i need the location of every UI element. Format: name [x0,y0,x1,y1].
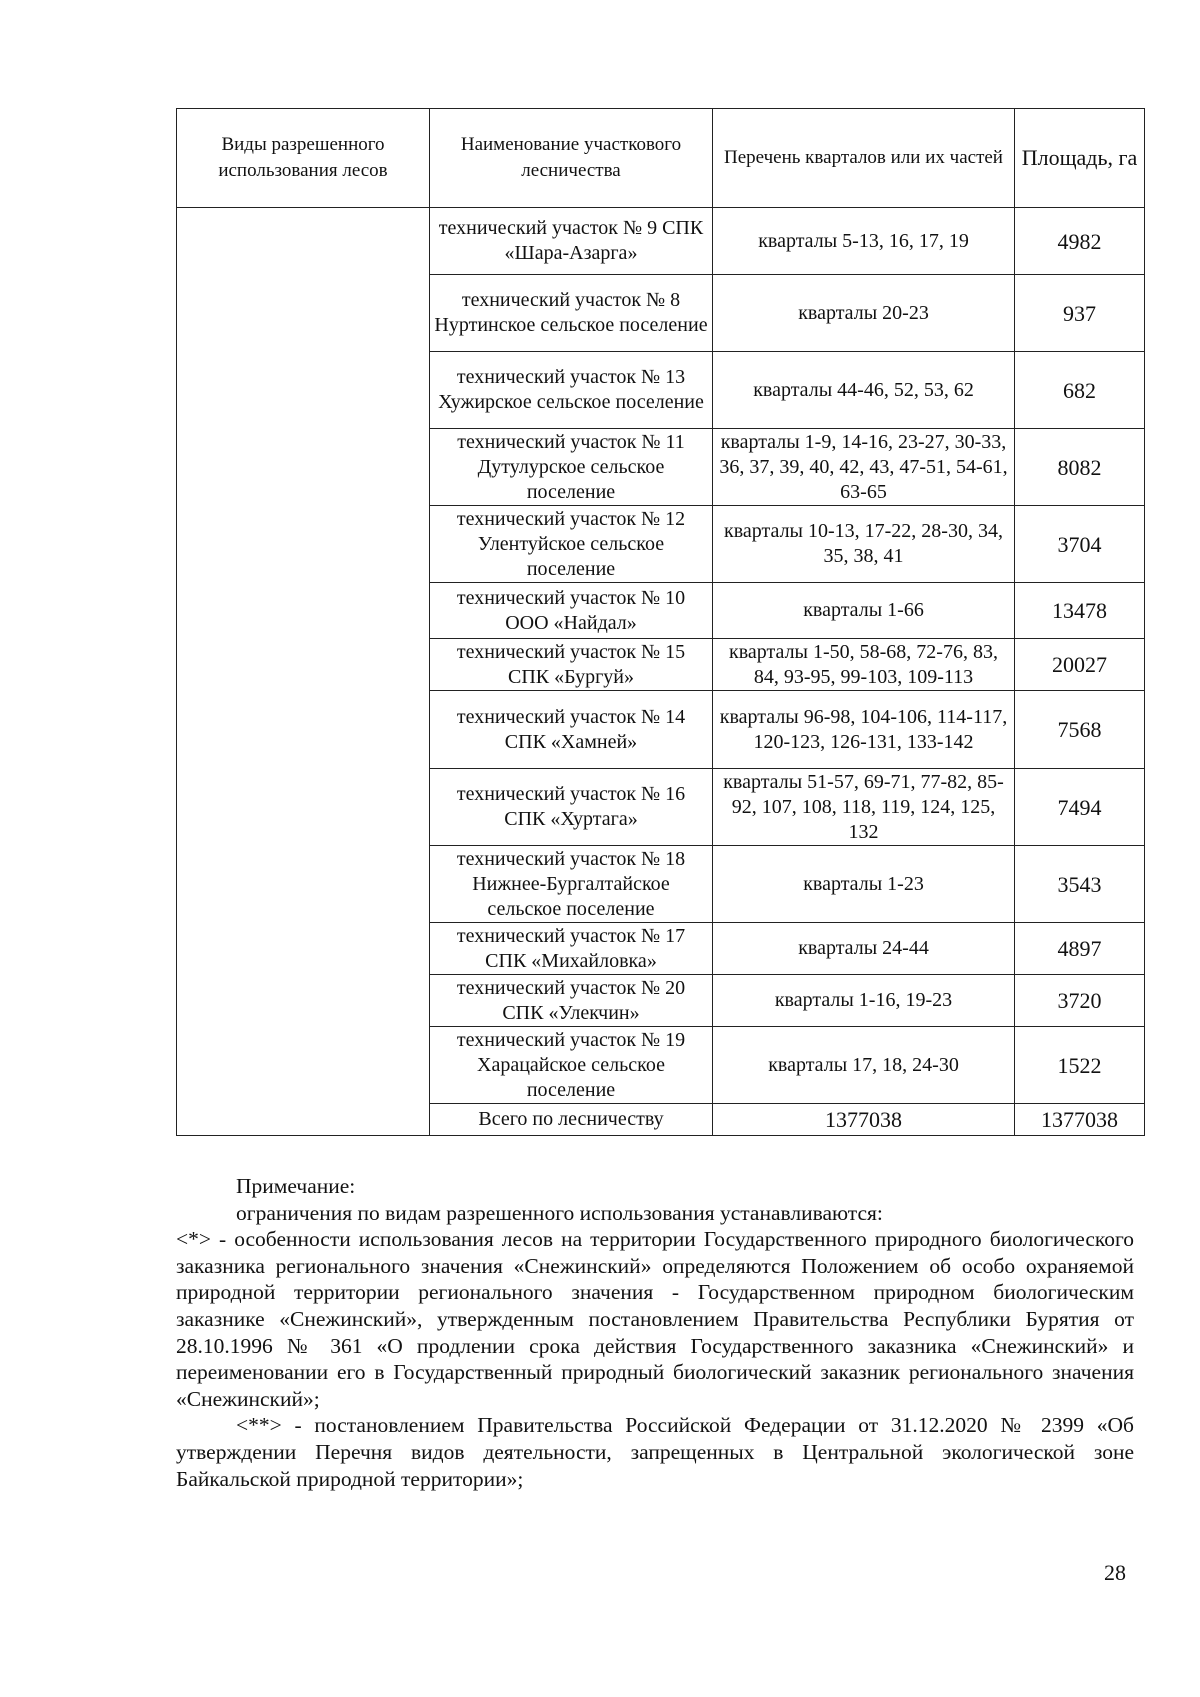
note-title: Примечание: [236,1174,356,1198]
quarters-cell: кварталы 20-23 [713,275,1015,352]
area-cell: 3543 [1015,846,1145,923]
quarters-cell: кварталы 96-98, 104-106, 114-117, 120-123, 126-131, 133-142 [713,691,1015,769]
usage-types-cell [177,208,430,1136]
area-cell: 7494 [1015,769,1145,846]
area-cell: 937 [1015,275,1145,352]
total-area-cell: 1377038 [1015,1104,1145,1136]
header-area: Площадь, га [1015,109,1145,208]
quarters-cell: кварталы 10-13, 17-22, 28-30, 34, 35, 38, 41 [713,506,1015,583]
area-cell: 20027 [1015,639,1145,691]
table-row [177,208,1145,275]
area-cell: 1522 [1015,1027,1145,1104]
area-cell: 4897 [1015,923,1145,975]
forestry-name-cell: технический участок № 20 СПК «Улекчин» [430,975,713,1027]
forestry-name-cell: технический участок № 19 Харацайское сельское поселение [430,1027,713,1104]
header-forestry-name: Наименование участкового лесничества [430,109,713,208]
table-header-row [177,109,1145,208]
area-cell: 7568 [1015,691,1145,769]
quarters-cell: кварталы 1-50, 58-68, 72-76, 83, 84, 93-95, 99-103, 109-113 [713,639,1015,691]
forestry-name-cell: технический участок № 13 Хужирское сельское поселение [430,352,713,429]
forestry-name-cell: технический участок № 12 Улентуйское сельское поселение [430,506,713,583]
quarters-cell: кварталы 44-46, 52, 53, 62 [713,352,1015,429]
area-cell: 682 [1015,352,1145,429]
note-section [176,1173,1134,1492]
total-quarters-cell: 1377038 [713,1104,1015,1136]
page-number: 28 [1104,1560,1126,1585]
quarters-cell: кварталы 5-13, 16, 17, 19 [713,208,1015,275]
area-cell: 3720 [1015,975,1145,1027]
forestry-name-cell: технический участок № 11 Дутулурское сельское поселение [430,429,713,506]
quarters-cell: кварталы 1-66 [713,583,1015,639]
quarters-cell: кварталы 1-9, 14-16, 23-27, 30-33, 36, 37, 39, 40, 42, 43, 47-51, 54-61, 63-65 [713,429,1015,506]
note-intro: ограничения по видам разрешенного использования устанавливаются: [236,1200,883,1225]
note-paragraph-2: <**> - постановлением Правительства Российской Федерации от 31.12.2020 № 2399 «Об утверждении Перечня видов деятельности, запрещенных в Центральной экологической зоне Байкальской природной территории»; [176,1413,1134,1491]
quarters-cell: кварталы 51-57, 69-71, 77-82, 85-92, 107, 108, 118, 119, 124, 125, 132 [713,769,1015,846]
area-cell: 3704 [1015,506,1145,583]
forestry-name-cell: технический участок № 18 Нижнее-Бургалтайское сельское поселение [430,846,713,923]
total-label-cell: Всего по лесничеству [430,1104,713,1136]
forestry-name-cell: технический участок № 9 СПК «Шара-Азарга» [430,208,713,275]
header-quarters-list: Перечень кварталов или их частей [713,109,1015,208]
area-cell: 4982 [1015,208,1145,275]
area-cell: 8082 [1015,429,1145,506]
forestry-name-cell: технический участок № 14 СПК «Хамней» [430,691,713,769]
forestry-name-cell: технический участок № 15 СПК «Бургуй» [430,639,713,691]
quarters-cell: кварталы 17, 18, 24-30 [713,1027,1015,1104]
forestry-table [176,108,1145,1136]
quarters-cell: кварталы 24-44 [713,923,1015,975]
forestry-name-cell: технический участок № 8 Нуртинское сельское поселение [430,275,713,352]
area-cell: 13478 [1015,583,1145,639]
quarters-cell: кварталы 1-23 [713,846,1015,923]
forestry-name-cell: технический участок № 10 ООО «Найдал» [430,583,713,639]
forestry-name-cell: технический участок № 16 СПК «Хуртага» [430,769,713,846]
note-paragraph-1: <*> - особенности использования лесов на территории Государственного природного биологического заказника регионального значения «Снежинский» определяются Положением об особо охраняемой природной территории регионального значения - Государственном природном биологическим заказнике «Снежинский», утвержденным постановлением Правительства Республики Бурятия от 28.10.1996 № 361 «О продлении срока действия Государственного заказника «Снежинский» и переименовании его в Государственный природный биологический заказник регионального значения «Снежинский»; [176,1227,1134,1411]
forestry-name-cell: технический участок № 17 СПК «Михайловка» [430,923,713,975]
quarters-cell: кварталы 1-16, 19-23 [713,975,1015,1027]
header-usage-types: Виды разрешенного использования лесов [177,109,430,208]
